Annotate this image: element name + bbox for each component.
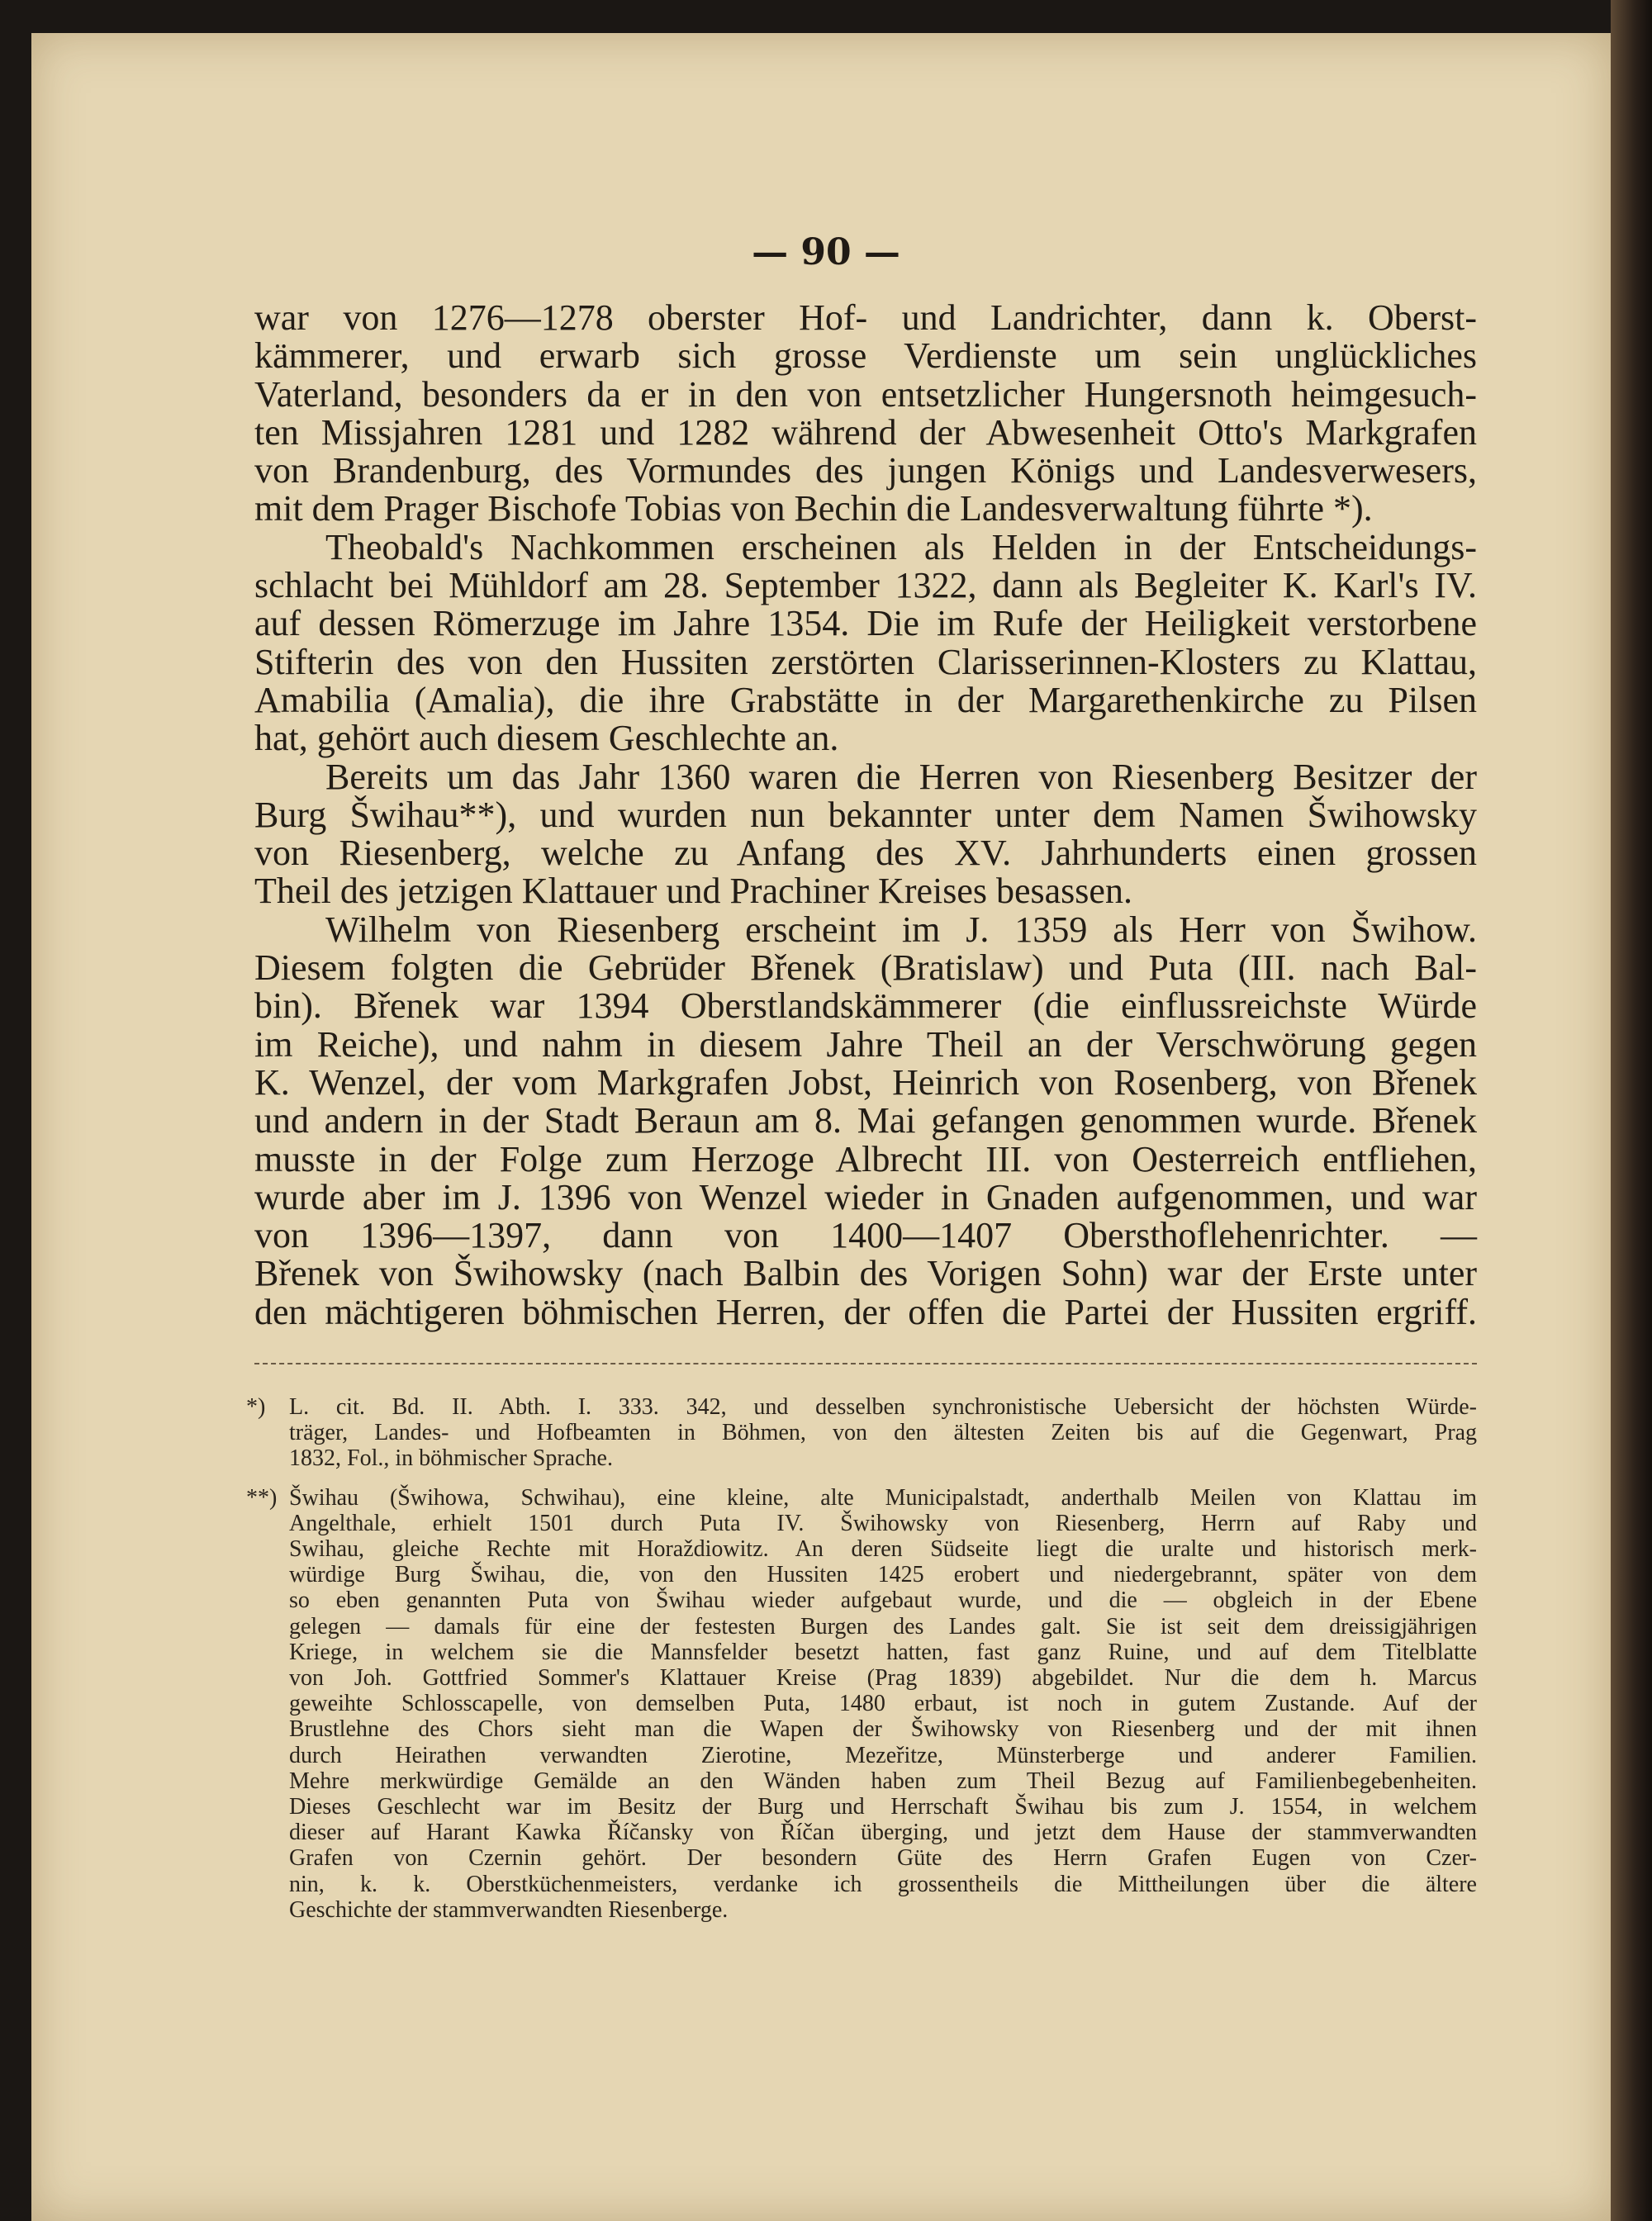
text-line: K. Wenzel, der vom Markgrafen Jobst, Heinrich von Rosenberg, von Břenek — [254, 1061, 1477, 1103]
footnote-line: geweihte Schlosscapelle, von demselben Puta, 1480 erbaut, ist noch in gutem Zustande. Auf der — [289, 1691, 1477, 1717]
text-line: im Reiche), und nahm in diesem Jahre Theil an der Verschwörung gegen — [254, 1023, 1477, 1065]
footnote-line: gelegen — damals für eine der festesten Burgen des Landes galt. Sie ist seit dem dreissigjährigen — [289, 1613, 1477, 1640]
text-line: Theil des jetzigen Klattauer und Prachiner Kreises besassen. — [254, 871, 1132, 912]
text-line: Wilhelm von Riesenberg erscheint im J. 1359 als Herr von Šwihow. — [325, 909, 1477, 950]
text-line: ten Missjahren 1281 und 1282 während der Abwesenheit Otto's Markgrafen — [254, 411, 1477, 453]
text-line: von Riesenberg, welche zu Anfang des XV. Jahrhunderts einen grossen — [254, 833, 1477, 874]
footnote-marker: **) — [246, 1484, 278, 1511]
text-line: hat, gehört auch diesem Geschlechte an. — [254, 718, 839, 759]
text-line: musste in der Folge zum Herzoge Albrecht III. von Oesterreich entfliehen, — [254, 1138, 1477, 1179]
main-text — [254, 299, 1477, 1331]
text-line: bin). Břenek war 1394 Oberstlandskämmerer (die einflussreichste Würde — [254, 985, 1477, 1027]
book-gutter — [1611, 0, 1652, 2221]
text-line: und andern in der Stadt Beraun am 8. Mai gefangen genommen wurde. Břenek — [254, 1100, 1477, 1141]
text-line: Bereits um das Jahr 1360 waren die Herren von Riesenberg Besitzer der — [325, 756, 1477, 797]
footnote-marker: *) — [246, 1394, 266, 1420]
footnote-line: 1832, Fol., in böhmischer Sprache. — [289, 1445, 613, 1472]
text-line: Theobald's Nachkommen erscheinen als Helden in der Entscheidungs- — [325, 526, 1477, 567]
footnote-line: Grafen von Czernin gehört. Der besondern Güte des Herrn Grafen Eugen von Czer- — [289, 1845, 1477, 1872]
footnote-line: Swihau, gleiche Rechte mit Horaždiowitz. An deren Südseite liegt die uralte und historisch merk- — [289, 1536, 1477, 1563]
footnote-line: durch Heirathen verwandten Zierotine, Mezeřitze, Münsterberge und anderer Familien. — [289, 1742, 1477, 1768]
footnote-line: Geschichte der stammverwandten Riesenberge. — [289, 1896, 729, 1923]
text-line: Břenek von Šwihowsky (nach Balbin des Vorigen Sohn) war der Erste unter — [254, 1253, 1477, 1294]
text-line: von 1396—1397, dann von 1400—1407 Obersthoflehenrichter. — — [254, 1215, 1477, 1256]
text-line: schlacht bei Mühldorf am 28. September 1322, dann als Begleiter K. Karl's IV. — [254, 565, 1477, 606]
footnote-line: nin, k. k. Oberstküchenmeisters, verdanke ich grossentheils die Mittheilungen über die ältere — [289, 1871, 1477, 1897]
text-line: auf dessen Römerzuge im Jahre 1354. Die im Rufe der Heiligkeit verstorbene — [254, 603, 1477, 644]
footnote-line: L. cit. Bd. II. Abth. I. 333. 342, und desselben synchronistische Uebersicht der höchsten Würde- — [289, 1394, 1477, 1420]
footnote-line: Kriege, in welchem sie die Mannsfelder besetzt hatten, fast ganz Ruine, und auf dem Titelblatte — [289, 1639, 1477, 1665]
text-line: von Brandenburg, des Vormundes des jungen Königs und Landesverwesers, — [254, 450, 1477, 491]
text-line: kämmerer, und erwarb sich grosse Verdienste um sein unglückliches — [254, 335, 1477, 377]
text-line: war von 1276—1278 oberster Hof- und Landrichter, dann k. Oberst- — [254, 297, 1477, 338]
footnote-line: dieser auf Harant Kawka Říčansky von Říčan überging, und jetzt dem Hause der stammverwandten — [289, 1820, 1477, 1846]
footnote-line: von Joh. Gottfried Sommer's Klattauer Kreise (Prag 1839) abgebildet. Nur die dem h. Marcus — [289, 1665, 1477, 1692]
footnote-line: Brustlehne des Chors sieht man die Wapen der Šwihowsky von Riesenberg und der mit ihnen — [289, 1716, 1477, 1743]
footnote-line: Angelthale, erhielt 1501 durch Puta IV. Šwihowsky von Riesenberg, Herrn auf Raby und — [289, 1510, 1477, 1536]
footnote-line: Mehre merkwürdige Gemälde an den Wänden haben zum Theil Bezug auf Familienbegebenheiten. — [289, 1768, 1477, 1794]
text-line: Diesem folgten die Gebrüder Břenek (Bratislaw) und Puta (III. nach Bal- — [254, 947, 1477, 989]
footnote-line: so eben genannten Puta von Šwihau wieder aufgebaut wurde, und die — obgleich in der Ebene — [289, 1587, 1477, 1614]
text-line: Amabilia (Amalia), die ihre Grabstätte in der Margarethenkirche zu Pilsen — [254, 679, 1477, 720]
text-line: Burg Šwihau**), und wurden nun bekannter unter dem Namen Šwihowsky — [254, 794, 1477, 835]
page-number: — 90 — — [752, 231, 900, 273]
footnote-1 — [246, 1394, 1477, 1472]
footnote-2 — [246, 1484, 1477, 1923]
text-line: Vaterland, besonders da er in den von entsetzlicher Hungersnoth heimgesuch- — [254, 373, 1477, 415]
footnotes — [246, 1394, 1477, 1936]
footnote-divider — [254, 1363, 1477, 1364]
footnote-line: würdige Burg Šwihau, die, von den Hussiten 1425 erobert und niedergebrannt, später von dem — [289, 1562, 1477, 1588]
footnote-line: Šwihau (Šwihowa, Schwihau), eine kleine, alte Municipalstadt, anderthalb Meilen von Klattau im — [289, 1484, 1477, 1511]
text-line: mit dem Prager Bischofe Tobias von Bechin die Landesverwaltung führte *). — [254, 488, 1373, 529]
text-line: den mächtigeren böhmischen Herren, der offen die Partei der Hussiten ergriff. — [254, 1291, 1477, 1332]
text-line: Stifterin des von den Hussiten zerstörten Clarisserinnen-Klosters zu Klattau, — [254, 641, 1477, 682]
footnote-line: träger, Landes- und Hofbeamten in Böhmen, von den ältesten Zeiten bis auf die Gegenwart, Prag — [289, 1420, 1477, 1446]
text-line: wurde aber im J. 1396 von Wenzel wieder in Gnaden aufgenommen, und war — [254, 1176, 1477, 1217]
footnote-line: Dieses Geschlecht war im Besitz der Burg und Herrschaft Šwihau bis zum J. 1554, in welchem — [289, 1794, 1477, 1820]
